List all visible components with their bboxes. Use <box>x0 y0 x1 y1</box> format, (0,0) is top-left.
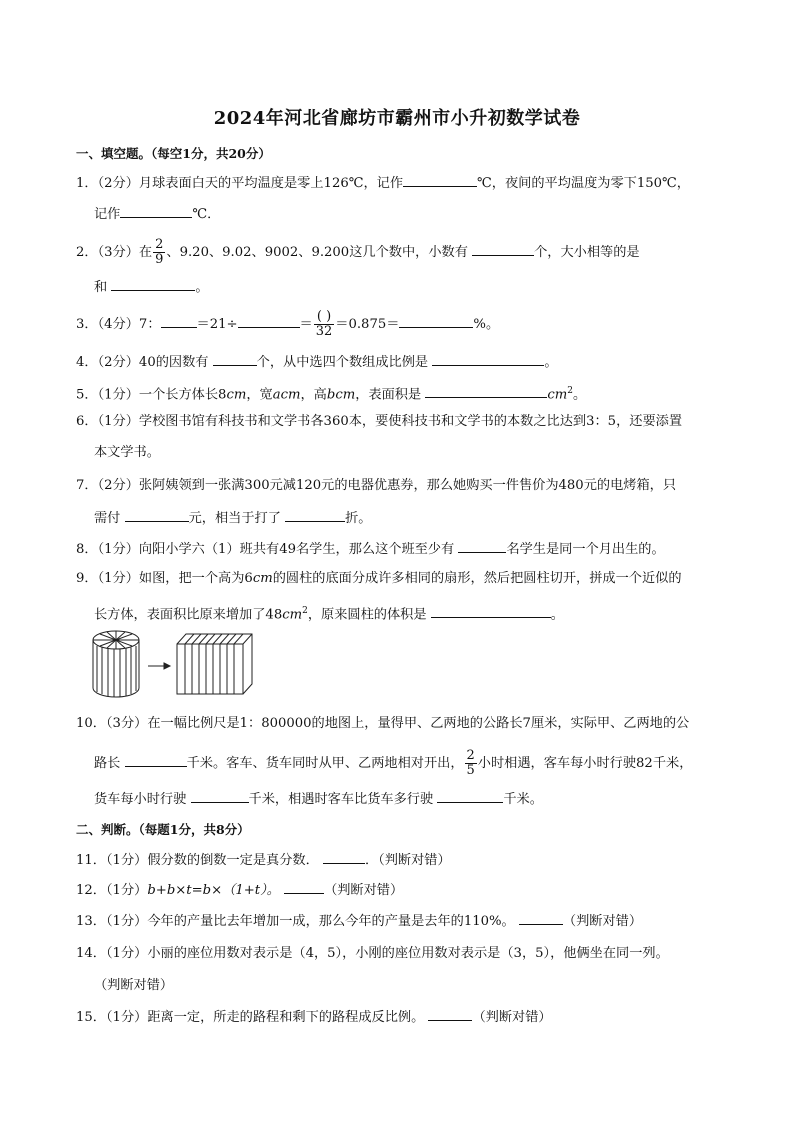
q4-text-c: 。 <box>544 355 558 370</box>
fraction-denominator: 9 <box>155 252 164 267</box>
superscript: 2 <box>302 606 308 616</box>
question-7-line-1 <box>76 476 676 496</box>
q5-text-e: 。 <box>573 387 587 403</box>
q10-text-d: 小时相遇，客车每小时行驶82千米， <box>477 756 693 771</box>
q8-text-b: 名学生是同一个月出生的。 <box>506 542 665 557</box>
q11-text-b: ．（判断对错） <box>364 853 451 868</box>
question-8-line <box>76 538 665 560</box>
question-2-line-1 <box>76 238 640 267</box>
fraction-2-9 <box>153 238 165 267</box>
q4-text-a: 4．（2分）40的因数有 <box>76 355 209 370</box>
q10-text-c: 千米。客车、货车同时从甲、乙两地相对开出， <box>186 756 464 771</box>
question-10-line-3 <box>94 788 543 810</box>
q2-text-d: 和 <box>94 280 108 295</box>
cuboid-illustration <box>177 634 252 694</box>
answer-blank[interactable] <box>472 241 534 256</box>
unit-cm: cm <box>226 387 247 403</box>
answer-blank[interactable] <box>519 910 563 925</box>
q3-text-c: ＝ <box>299 317 313 332</box>
q9-text-c: 长方体，表面积比原来增加了48 <box>94 607 283 623</box>
question-9-line-1 <box>76 569 682 589</box>
unit-cm: cm <box>282 607 303 623</box>
question-14-line-1 <box>76 944 669 964</box>
answer-blank[interactable] <box>399 313 473 328</box>
q15-text-b: （判断对错） <box>472 1010 552 1025</box>
q10-text-e: 货车每小时行驶 <box>94 792 187 807</box>
q7-text-b: 需付 <box>94 511 121 526</box>
fraction-numerator: 2 <box>155 237 164 252</box>
fraction-2-5 <box>465 749 477 778</box>
q4-text-b: 个，从中选四个数组成比例是 <box>256 355 429 370</box>
answer-blank[interactable] <box>125 752 187 767</box>
superscript: 2 <box>567 386 573 396</box>
fraction-denominator: 5 <box>466 763 475 778</box>
question-4-line <box>76 351 558 373</box>
q9-text-b: 的圆柱的底面分成许多相同的扇形，然后把圆柱切开，拼成一个近似的 <box>272 571 682 586</box>
q12-expression: b+b×t=b×（1+t）。 <box>147 883 280 898</box>
answer-blank[interactable] <box>111 276 195 291</box>
question-10-line-1 <box>76 714 689 734</box>
q9-text-a: 9．（1分）如图，把一个高为6 <box>76 571 253 586</box>
unit-cm: cm <box>252 571 273 586</box>
page-title: 2024年河北省廊坊市霸州市小升初数学试卷 <box>213 108 581 129</box>
q5-text-a: 5．（1分）一个长方体长8 <box>76 387 227 403</box>
q6-text-a: 6．（1分）学校图书馆有科技书和文学书各360本，要使科技书和文学书的本数之比达到3：5，还要添置 <box>76 414 683 429</box>
q5-text-d: ，表面积是 <box>355 387 422 403</box>
q8-text-a: 8．（1分）向阳小学六（1）班共有49名学生，那么这个班至少有 <box>76 542 455 557</box>
fraction-denominator: 32 <box>315 324 333 339</box>
answer-blank[interactable] <box>437 788 503 803</box>
question-6-line-1 <box>76 412 682 432</box>
question-2-line-2 <box>94 276 209 298</box>
fraction-numerator: 2 <box>466 748 475 763</box>
q10-text-f: 千米，相遇时客车比货车多行驶 <box>248 792 434 807</box>
answer-blank[interactable] <box>425 383 547 398</box>
q9-text-e: 。 <box>550 607 564 623</box>
answer-blank[interactable] <box>428 1006 472 1021</box>
q3-text-b: ＝21÷ <box>196 317 238 332</box>
question-3-line <box>76 310 499 339</box>
q13-text-a: 13．（1分）今年的产量比去年增加一成，那么今年的产量是去年的110%。 <box>76 914 515 929</box>
q9-text-d: ，原来圆柱的体积是 <box>307 607 427 623</box>
question-6-line-2 <box>94 443 160 463</box>
question-7-line-2 <box>94 507 371 529</box>
answer-blank[interactable] <box>161 313 197 328</box>
arrow-right-icon <box>148 663 170 669</box>
variable-b-cm: bcm <box>326 387 356 403</box>
q2-text-c: 个，大小相等的是 <box>534 245 640 260</box>
answer-blank[interactable] <box>323 849 365 864</box>
question-14-line-2 <box>94 976 173 996</box>
question-5-line <box>76 381 586 405</box>
answer-blank[interactable] <box>458 538 506 553</box>
q2-text-e: 。 <box>195 280 209 295</box>
answer-blank[interactable] <box>238 313 300 328</box>
q7-text-c: 元，相当于打了 <box>188 511 281 526</box>
q15-text-a: 15．（1分）距离一定，所走的路程和剩下的路程成反比例。 <box>76 1010 425 1025</box>
q10-text-b: 路长 <box>94 756 121 771</box>
q13-text-b: （判断对错） <box>562 914 643 929</box>
answer-blank[interactable] <box>431 603 551 618</box>
question-9-line-2 <box>94 601 564 625</box>
variable-a-cm: acm <box>272 387 301 403</box>
q10-text-g: 千米。 <box>503 792 543 807</box>
question-11-line <box>76 849 451 871</box>
answer-blank[interactable] <box>432 351 544 366</box>
q7-text-a: 7．（2分）张阿姨领到一张满300元减120元的电器优惠券，那么她购买一件售价为480元的电烤箱，只 <box>76 478 677 493</box>
q1-text-a: 1．（2分）月球表面白天的平均温度是零上126℃，记作 <box>76 176 404 191</box>
answer-blank[interactable] <box>403 172 477 187</box>
question-1-line-2 <box>94 203 220 225</box>
fraction-numerator: ( ) <box>314 310 335 325</box>
q14-text-a: 14．（1分）小丽的座位用数对表示是（4，5），小刚的座位用数对表示是（3，5），他俩坐在同一列。 <box>76 946 669 961</box>
q3-text-d: ＝0.875＝ <box>335 317 400 332</box>
q5-text-c: ，高 <box>300 387 327 403</box>
question-13-line <box>76 910 642 932</box>
answer-blank[interactable] <box>213 351 257 366</box>
q14-text-b: （判断对错） <box>94 978 174 993</box>
section-fill-blank-heading: 一、填空题。（每空1分，共20分） <box>76 146 271 161</box>
q1-text-d: ℃． <box>192 207 221 222</box>
q2-text-a: 2．（3分）在 <box>76 245 153 260</box>
q7-text-d: 折。 <box>345 511 372 526</box>
fraction-blank-32 <box>314 310 335 339</box>
answer-blank[interactable] <box>120 203 192 218</box>
q3-text-e: %。 <box>473 317 500 332</box>
answer-blank[interactable] <box>125 507 189 522</box>
unit-cm: cm <box>547 387 568 403</box>
q5-text-b: ，宽 <box>246 387 273 403</box>
question-10-line-2 <box>94 749 692 778</box>
q10-text-a: 10．（3分）在一幅比例尺是1：800000的地图上，量得甲、乙两地的公路长7厘米，实际甲、乙两地的公 <box>76 716 690 731</box>
q3-text-a: 3．（4分）7： <box>76 317 161 332</box>
q11-text-a: 11．（1分）假分数的倒数一定是真分数． <box>76 853 319 868</box>
answer-blank[interactable] <box>284 879 324 894</box>
q12-text-b: （判断对错） <box>324 883 404 898</box>
answer-blank[interactable] <box>191 788 249 803</box>
q6-text-b: 本文学书。 <box>94 445 160 460</box>
question-1-line-1 <box>76 172 690 194</box>
question-15-line <box>76 1006 552 1028</box>
q12-text-a: 12．（1分） <box>76 883 148 898</box>
cylinder-illustration <box>93 631 139 697</box>
q1-text-b: ℃，夜间的平均温度为零下150℃， <box>477 176 690 191</box>
q1-text-c: 记作 <box>94 207 121 222</box>
answer-blank[interactable] <box>285 507 345 522</box>
question-12-line <box>76 879 403 901</box>
q2-text-b: 、9.20、9.02、9002、9.200这几个数中，小数有 <box>166 245 468 260</box>
cylinder-to-cuboid-figure <box>88 628 268 700</box>
section-true-false-heading: 二、判断。（每题1分，共8分） <box>76 822 250 837</box>
